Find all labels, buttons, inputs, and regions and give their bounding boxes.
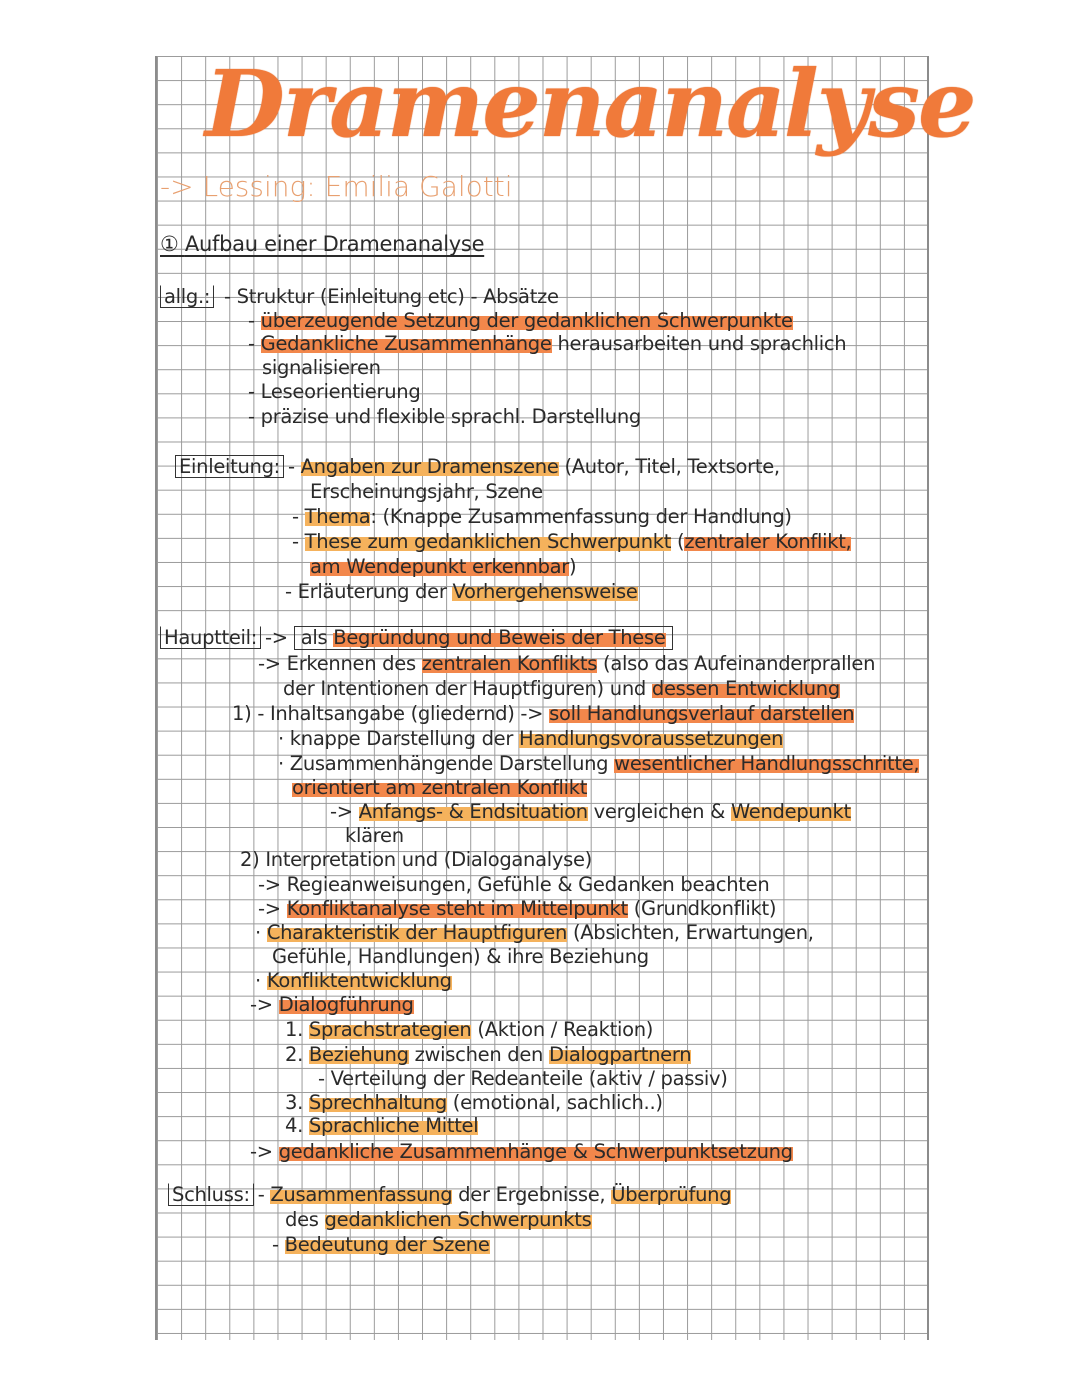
highlight: orientiert am zentralen Konflikt xyxy=(292,776,588,799)
allg-line-1 xyxy=(160,285,559,308)
highlight: Wendepunkt xyxy=(730,800,851,823)
hauptteil-line-1 xyxy=(160,626,673,650)
text: zwischen den xyxy=(408,1043,550,1066)
text: 1) - Inhaltsangabe (gliedernd) -> xyxy=(232,702,550,725)
text: - Erläuterung der xyxy=(285,580,453,603)
text: · knappe Darstellung der xyxy=(278,727,519,750)
hauptteil-line-10 xyxy=(240,848,592,871)
text: (Grundkonflikt) xyxy=(627,897,777,920)
text: 2. xyxy=(285,1043,309,1066)
schluss-line-2 xyxy=(285,1208,592,1231)
hauptteil-line-6 xyxy=(278,752,919,775)
highlight: Dialogführung xyxy=(278,993,414,1016)
schluss-label: Schluss: xyxy=(168,1183,254,1206)
allg-line-5 xyxy=(248,380,420,403)
einleitung-line-6 xyxy=(285,580,638,603)
highlight: Überprüfung xyxy=(611,1183,732,1206)
highlight: Thema xyxy=(304,505,371,528)
text: · Zusammenhängende Darstellung xyxy=(278,752,615,775)
allg-item: - Struktur (Einleitung etc) - Absätze xyxy=(224,285,559,308)
thesis-box xyxy=(294,626,673,650)
hauptteil-line-2 xyxy=(258,652,875,675)
text: ( xyxy=(671,530,685,553)
text: 4. xyxy=(285,1114,309,1137)
dialog-item-3 xyxy=(285,1091,663,1114)
allg-label: allg.: xyxy=(160,285,214,308)
dialog-item-4 xyxy=(285,1114,478,1137)
highlight: Dialogpartnern xyxy=(549,1043,692,1066)
text: - Leseorientierung xyxy=(248,380,421,403)
highlight: Beziehung xyxy=(308,1043,409,1066)
highlight: Konfliktentwicklung xyxy=(266,969,452,992)
schluss-line-1 xyxy=(168,1183,731,1206)
text: -> xyxy=(250,1140,279,1163)
allg-line-2 xyxy=(248,309,793,332)
text: klären xyxy=(345,824,404,847)
dialog-item-2a xyxy=(318,1067,728,1090)
highlight: am Wendepunkt erkennbar xyxy=(310,555,570,578)
text: der Intentionen der Hauptfiguren) und xyxy=(283,677,652,700)
highlight: Bedeutung der Szene xyxy=(284,1233,490,1256)
text: Erscheinungsjahr, Szene xyxy=(310,480,543,503)
text: des xyxy=(285,1208,325,1231)
highlight: gedankliche Zusammenhänge & Schwerpunktsetzung xyxy=(278,1140,793,1163)
hauptteil-line-9 xyxy=(345,824,404,847)
allg-line-6 xyxy=(248,405,641,428)
highlight: dessen Entwicklung xyxy=(651,677,840,700)
highlight: Anfangs- & Endsituation xyxy=(358,800,588,823)
highlight: Vorhergehensweise xyxy=(452,580,638,603)
highlight: Angaben zur Dramenszene xyxy=(300,455,559,478)
text: (also das Aufeinanderprallen xyxy=(597,652,876,675)
page-title: Dramenanalyse xyxy=(205,50,975,158)
allg-line-3 xyxy=(248,332,846,355)
text: -> xyxy=(258,897,287,920)
text: 1. xyxy=(285,1018,309,1041)
allg-line-4 xyxy=(262,356,381,379)
hauptteil-line-11 xyxy=(258,873,769,896)
einleitung-line-3 xyxy=(292,505,792,528)
subtitle: -> Lessing: Emilia Galotti xyxy=(160,170,513,203)
section-heading-text: Aufbau einer Dramenanalyse xyxy=(184,232,485,256)
bullet: - xyxy=(292,530,305,553)
arrow: -> xyxy=(265,626,288,649)
hauptteil-line-14 xyxy=(272,945,649,968)
highlight: wesentlicher Handlungsschritte, xyxy=(614,752,920,775)
einleitung-line-2 xyxy=(310,480,543,503)
hauptteil-line-8 xyxy=(330,800,851,823)
highlight: zentraler Konflikt, xyxy=(684,530,852,553)
text: ) xyxy=(569,555,577,578)
text: · xyxy=(255,969,267,992)
bullet: - xyxy=(292,505,305,528)
einleitung-label: Einleitung: xyxy=(175,455,284,478)
text: - Verteilung der Redeanteile (aktiv / passiv) xyxy=(318,1067,728,1090)
highlight: Sprechhaltung xyxy=(308,1091,447,1114)
hauptteil-line-5 xyxy=(278,727,783,750)
text: (Autor, Titel, Textsorte, xyxy=(558,455,780,478)
highlight: Begründung und Beweis der These xyxy=(333,626,666,649)
text: (emotional, sachlich..) xyxy=(446,1091,663,1114)
hauptteil-line-3 xyxy=(283,677,840,700)
hauptteil-line-7 xyxy=(292,776,587,799)
highlight: soll Handlungsverlauf darstellen xyxy=(549,702,855,725)
text: -> xyxy=(330,800,359,823)
section-number: ① xyxy=(160,232,179,256)
hauptteil-line-4 xyxy=(232,702,854,725)
bullet: - xyxy=(287,455,301,478)
text: als xyxy=(300,626,334,649)
hauptteil-label: Hauptteil: xyxy=(160,626,261,649)
highlight: These zum gedanklichen Schwerpunkt xyxy=(304,530,672,553)
hauptteil-line-12 xyxy=(258,897,776,920)
text: (Absichten, Erwartungen, xyxy=(567,921,814,944)
highlight: gedanklichen Schwerpunkts xyxy=(324,1208,592,1231)
hauptteil-line-13 xyxy=(255,921,814,944)
text: - xyxy=(272,1233,285,1256)
text: : (Knappe Zusammenfassung der Handlung) xyxy=(370,505,792,528)
text: Gefühle, Handlungen) & ihre Beziehung xyxy=(272,945,649,968)
highlight: Zusammenfassung xyxy=(270,1183,453,1206)
text: vergleichen & xyxy=(587,800,731,823)
highlight: Gedankliche Zusammenhänge xyxy=(260,332,552,355)
bullet: - xyxy=(248,309,261,332)
hauptteil-line-last xyxy=(250,1140,793,1163)
text: herausarbeiten und sprachlich xyxy=(551,332,847,355)
text: der Ergebnisse, xyxy=(452,1183,612,1206)
hauptteil-line-15 xyxy=(255,969,452,992)
highlight: überzeugende Setzung der gedanklichen Schwerpunkte xyxy=(260,309,793,332)
text: -> Erkennen des xyxy=(258,652,422,675)
text: - präzise und flexible sprachl. Darstellung xyxy=(248,405,641,428)
section-heading xyxy=(160,232,484,256)
text: · xyxy=(255,921,267,944)
dialog-item-2 xyxy=(285,1043,691,1066)
text: -> Regieanweisungen, Gefühle & Gedanken beachten xyxy=(258,873,770,896)
highlight: zentralen Konflikts xyxy=(421,652,598,675)
text: 3. xyxy=(285,1091,309,1114)
dialog-item-1 xyxy=(285,1018,653,1041)
text: - xyxy=(257,1183,271,1206)
highlight: Charakteristik der Hauptfiguren xyxy=(266,921,568,944)
einleitung-line-5 xyxy=(310,555,576,578)
text: 2) Interpretation und (Dialoganalyse) xyxy=(240,848,592,871)
highlight: Sprachstrategien xyxy=(308,1018,472,1041)
highlight: Sprachliche Mittel xyxy=(308,1114,479,1137)
bullet: - xyxy=(248,332,261,355)
text: signalisieren xyxy=(262,356,381,379)
einleitung-line-4 xyxy=(292,530,851,553)
text: (Aktion / Reaktion) xyxy=(471,1018,654,1041)
schluss-line-3 xyxy=(272,1233,490,1256)
einleitung-line-1 xyxy=(175,455,780,478)
highlight: Konfliktanalyse steht im Mittelpunkt xyxy=(286,897,628,920)
highlight: Handlungsvoraussetzungen xyxy=(518,727,784,750)
text: -> xyxy=(250,993,279,1016)
hauptteil-line-16 xyxy=(250,993,414,1016)
